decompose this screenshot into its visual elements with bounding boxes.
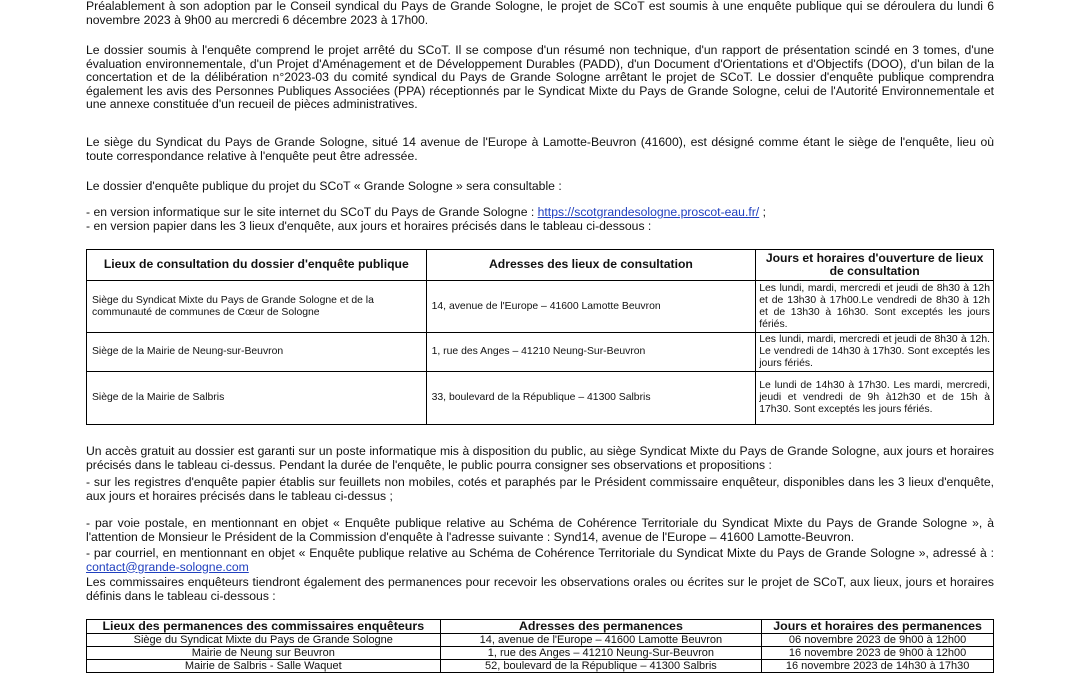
table-row: [87, 647, 994, 660]
table-cell-adresse: 52, boulevard de la République – 41300 Salbris: [440, 660, 762, 673]
column-header: Adresses des lieux de consultation: [426, 250, 756, 281]
table-cell-adresse: 33, boulevard de la République – 41300 Salbris: [426, 372, 756, 425]
permanences-table: [86, 619, 994, 673]
table-cell-lieu: Mairie de Salbris - Salle Waquet: [87, 660, 441, 673]
column-header: Adresses des permanences: [440, 620, 762, 634]
courriel-paragraph: [86, 547, 994, 574]
version-info-suffix: ;: [759, 205, 766, 219]
column-header: Jours et horaires d'ouverture de lieux de consultation: [756, 250, 994, 281]
dossier-paragraph: Le dossier soumis à l'enquête comprend le projet arrêté du SCoT. Il se compose d'un résumé non technique, d'un rapport de présentation scindé en 3 tomes, d'une évaluation environnementale, d'un Projet d'Aménagement et de Développement Durables (PADD), d'un Document d'Orientations et d'Objectifs (DOO), d'un bilan de la concertation et de la délibération n°2023-03 du comité syndical du Pays de Grande Sologne arrêtant le projet de SCoT. Le dossier d'enquête publique comprendra également les avis des Personnes Publiques Associées (PPA) réceptionnés par le Syndicat Mixte du Pays de Grande Sologne, celui de l'Autorité Environnementale et une annexe constituée d'un recueil de pièces administratives.: [86, 43, 994, 112]
consultation-table: [86, 249, 994, 425]
table-cell-horaires: Le lundi de 14h30 à 17h30. Les mardi, mercredi, jeudi et vendredi de 9h à12h30 et de 15h à 17h30. Sont exceptés les jours fériés.: [756, 372, 994, 425]
table-cell-horaires: Les lundi, mardi, mercredi et jeudi de 8h30 à 12h et de 13h30 à 17h00.Le vendredi de 8h30 à 12h et de 13h30 à 16h30. Sont exceptés les jours fériés.: [756, 281, 994, 333]
intro-paragraph: Préalablement à son adoption par le Conseil syndical du Pays de Grande Sologne, le projet de SCoT est soumis à une enquête publique qui se déroulera du lundi 6 novembre 2023 à 9h00 au mercredi 6 décembre 2023 à 17h00.: [86, 0, 994, 27]
table-row: [87, 281, 994, 333]
postale-paragraph: - par voie postale, en mentionnant en objet « Enquête publique relative au Schéma de Cohérence Territoriale du Syndicat Mixte du Pays de Grande Sologne », à l'attention de Monsieur le Président de la Commission d'enquête à l'adresse suivante : Synd14, avenue de l'Europe – 41600 Lamotte-Beuvron.: [86, 516, 994, 544]
version-papier-line: - en version papier dans les 3 lieux d'enquête, aux jours et horaires précisés dans le tableau ci-dessous :: [86, 219, 652, 233]
table-cell-horaires: Les lundi, mardi, mercredi et jeudi de 8h30 à 12h. Le vendredi de 14h30 à 17h30. Sont exceptés les jours fériés.: [756, 333, 994, 372]
table-header-row: [87, 250, 994, 281]
email-link[interactable]: contact@grande-sologne.com: [86, 559, 249, 574]
table-cell-horaires: 06 novembre 2023 de 9h00 à 12h00: [762, 634, 994, 647]
table-cell-lieu: Siège du Syndicat Mixte du Pays de Grande Sologne: [87, 634, 441, 647]
table-row: [87, 660, 994, 673]
courriel-text: - par courriel, en mentionnant en objet « Enquête publique relative au Schéma de Cohérence Territoriale du Syndicat Mixte du Pays de Grande Sologne », adressé à :: [86, 546, 994, 560]
permanences-paragraph: Les commissaires enquêteurs tiendront également des permanences pour recevoir les observations orales ou écrites sur le projet de SCoT, aux lieux, jours et horaires définis dans le tableau ci-dessous :: [86, 575, 994, 603]
consultable-paragraph: Le dossier d'enquête publique du projet du SCoT « Grande Sologne » sera consultable :: [86, 179, 562, 193]
acces-paragraph: Un accès gratuit au dossier est garanti sur un poste informatique mis à disposition du public, au siège Syndicat Mixte du Pays de Grande Sologne, aux jours et horaires précisés dans le tableau ci-dessus. Pendant la durée de l'enquête, le public pourra consigner ses observations et propositions :: [86, 444, 994, 472]
table-row: [87, 634, 994, 647]
table-header-row: [87, 620, 994, 634]
table-row: [87, 372, 994, 425]
version-info-line: [86, 206, 994, 220]
registres-paragraph: - sur les registres d'enquête papier établis sur feuillets non mobiles, cotés et paraphés par le Président commissaire enquêteur, disponibles dans les 3 lieux d'enquête, aux jours et horaires précisés dans le tableau ci-dessus ;: [86, 475, 994, 503]
website-link[interactable]: https://scotgrandesologne.proscot-eau.fr/: [537, 205, 760, 219]
table-cell-horaires: 16 novembre 2023 de 9h00 à 12h00: [762, 647, 994, 660]
table-cell-horaires: 16 novembre 2023 de 14h30 à 17h30: [762, 660, 994, 673]
table-cell-lieu: Mairie de Neung sur Beuvron: [87, 647, 441, 660]
table-cell-adresse: 14, avenue de l'Europe – 41600 Lamotte Beuvron: [440, 634, 762, 647]
table-cell-adresse: 1, rue des Anges – 41210 Neung-Sur-Beuvron: [426, 333, 756, 372]
table-cell-lieu: Siège du Syndicat Mixte du Pays de Grande Sologne et de la communauté de communes de Cœur de Sologne: [87, 281, 427, 333]
table-row: [87, 333, 994, 372]
column-header: Lieux des permanences des commissaires enquêteurs: [87, 620, 441, 634]
column-header: Jours et horaires des permanences: [762, 620, 994, 634]
column-header: Lieux de consultation du dossier d'enquête publique: [87, 250, 427, 281]
table-cell-lieu: Siège de la Mairie de Salbris: [87, 372, 427, 425]
version-info-text: - en version informatique sur le site internet du SCoT du Pays de Grande Sologne :: [86, 205, 538, 219]
siege-paragraph: Le siège du Syndicat du Pays de Grande Sologne, situé 14 avenue de l'Europe à Lamotte-Beuvron (41600), est désigné comme étant le siège de l'enquête, lieu où toute correspondance relative à l'enquête peut être adressée.: [86, 135, 994, 163]
table-cell-adresse: 14, avenue de l'Europe – 41600 Lamotte Beuvron: [426, 281, 756, 333]
table-cell-lieu: Siège de la Mairie de Neung-sur-Beuvron: [87, 333, 427, 372]
table-cell-adresse: 1, rue des Anges – 41210 Neung-Sur-Beuvron: [440, 647, 762, 660]
